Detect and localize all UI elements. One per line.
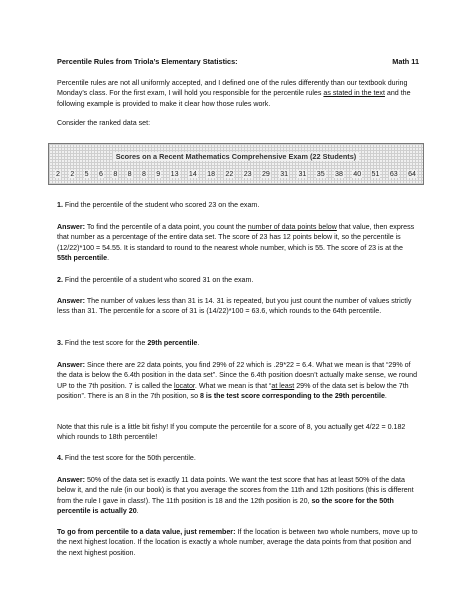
table-value: 8 (127, 170, 132, 178)
document-header (57, 57, 419, 66)
table-title: Scores on a Recent Mathematics Comprehensive Exam (22 Students) (113, 152, 359, 161)
answer-4: Answer: 50% of the data set is exactly 11 data points. We want the test score that has at least 50% of the data below it, and the rule (in our book) is that you average the scores from the 11th and 12th positions (this is different from the rule I gave in class!). The 11th position is 18 and the 12th position is 20, so the score for the 50th percentile is actually 20. (57, 476, 414, 516)
closing-paragraph: To go from percentile to a data value, just remember: If the location is between two whole numbers, move up to the next highest location. If the location is exactly a whole number, average the data points from that position and the next highest position. (57, 528, 418, 557)
question-3: 3. Find the test score for the 29th percentile. (57, 339, 200, 347)
table-value: 8 (113, 170, 118, 178)
consider-line: Consider the ranked data set: (57, 119, 151, 127)
table-value: 31 (280, 170, 289, 178)
table-value: 6 (98, 170, 103, 178)
table-value: 31 (298, 170, 307, 178)
course-label: Math 11 (392, 57, 419, 66)
table-value: 13 (170, 170, 179, 178)
table-value: 63 (389, 170, 398, 178)
table-value: 14 (188, 170, 197, 178)
table-value: 2 (70, 170, 75, 178)
answer-2: Answer: The number of values less than 31 is 14. 31 is repeated, but you just count the number of values strictly less than 31. The percentile for a score of 31 is (14/22)*100 = 63.6, which rounds to the 64th percentile. (57, 297, 412, 316)
note-paragraph: Note that this rule is a little bit fishy! If you compute the percentile for a score of 8, you actually get 4/22 = 0.182 which rounds to 18th percentile! (57, 423, 406, 442)
table-value: 5 (84, 170, 89, 178)
question-2: 2. Find the percentile of a student who scored 31 on the exam. (57, 276, 254, 284)
table-value: 9 (156, 170, 161, 178)
intro-paragraph: Percentile rules are not all uniformly accepted, and I defined one of the rules differently than our textbook during Monday’s class. For the first exam, I will hold you responsible for the percentile rules as stated in the text and the following example is provided to make it clear how those rules work. (57, 79, 411, 108)
table-value: 2 (56, 170, 60, 178)
document-title: Percentile Rules from Triola’s Elementary Statistics: (57, 57, 238, 66)
table-values (55, 170, 417, 178)
table-value: 35 (316, 170, 325, 178)
answer-3: Answer: Since there are 22 data points, you find 29% of 22 which is .29*22 = 6.4. What we mean is that “29% of the data is below the 6.4th position in the data set”. Since the 6.4th position doesn’t actually make sense, we round UP to the 7th position. 7 is called the locator. What we mean is that “at least 29% of the data set is below the 7th position”. There is an 8 in the 7th position, so 8 is the test score corresponding to the 29th percentile. (57, 361, 418, 401)
question-1: 1. Find the percentile of the student who scored 23 on the exam. (57, 201, 260, 209)
data-table (48, 143, 424, 185)
table-value: 8 (141, 170, 146, 178)
table-value: 40 (353, 170, 362, 178)
table-value: 51 (371, 170, 380, 178)
table-value: 29 (261, 170, 270, 178)
answer-1: Answer: To find the percentile of a data point, you count the number of data points below that value, then express that number as a percentage of the entire data set. The score of 23 has 12 points below it, so the percentile is (12/22)*100 = 54.55. It is standard to round to the nearest whole number, which is 55. The score of 23 is at the 55th percentile. (57, 223, 415, 263)
table-value: 18 (207, 170, 216, 178)
table-value: 22 (225, 170, 234, 178)
table-value: 38 (335, 170, 343, 178)
table-value: 64 (408, 170, 416, 178)
question-4: 4. Find the test score for the 50th percentile. (57, 454, 196, 462)
table-value: 23 (243, 170, 252, 178)
